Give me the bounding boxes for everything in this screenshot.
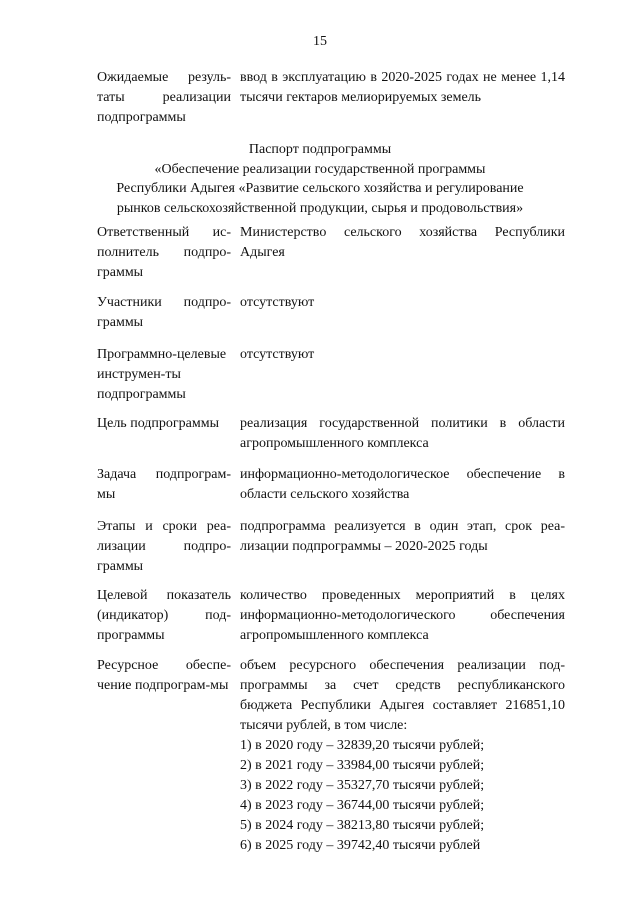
row-label: Этапы и сроки реа-лизации подпро-граммы bbox=[97, 519, 231, 574]
passport-title-line: «Обеспечение реализации государственной программы bbox=[154, 161, 486, 177]
row-label: Задача подпрограм-мы bbox=[97, 467, 231, 502]
row-label: Целевой показатель (индикатор) под-программы bbox=[97, 588, 231, 643]
resources-intro: объем ресурсного обеспечения реализации под-программы за счет средств республиканского бюджета Республики Адыгея составляет 216851,10 тысячи рублей, в том числе: bbox=[240, 658, 565, 733]
passport-title-line: рынков сельскохозяйственной продукции, сырья и продовольствия» bbox=[116, 200, 524, 216]
list-item: 2) в 2021 году – 33984,00 тысячи рублей; bbox=[240, 758, 485, 773]
page-number: 15 bbox=[313, 34, 327, 49]
row-value: количество проведенных мероприятий в целях информационно-методологического обеспечения агропромышленного комплекса bbox=[240, 588, 565, 643]
row-value bbox=[240, 656, 565, 856]
row-label: Участники подпро-граммы bbox=[97, 295, 231, 330]
list-item: 3) в 2022 году – 35327,70 тысячи рублей; bbox=[240, 778, 485, 793]
row-label: Цель подпрограммы bbox=[97, 416, 219, 431]
row-value: информационно-методологическое обеспечение в области сельского хозяйства bbox=[240, 467, 565, 502]
row-value: отсутствуют bbox=[240, 347, 315, 362]
row-label: Ожидаемые резуль-таты реализации подпрограммы bbox=[97, 70, 231, 125]
list-item: 5) в 2024 году – 38213,80 тысячи рублей; bbox=[240, 818, 485, 833]
row-value: реализация государственной политики в области агропромышленного комплекса bbox=[240, 416, 565, 451]
budget-list bbox=[240, 736, 565, 856]
passport-title-line: Республики Адыгея «Развитие сельского хозяйства и регулирование bbox=[116, 181, 524, 196]
row-label: Ресурсное обеспе-чение подпрограм-мы bbox=[97, 658, 231, 693]
passport-title-line: Паспорт подпрограммы bbox=[248, 142, 392, 157]
row-value: отсутствуют bbox=[240, 295, 315, 310]
passport-title bbox=[60, 140, 580, 218]
row-value: ввод в эксплуатацию в 2020-2025 годах не менее 1,14 тысячи гектаров мелиорируемых земель bbox=[240, 70, 565, 105]
row-value: Министерство сельского хозяйства Республики Адыгея bbox=[240, 225, 565, 260]
row-value: подпрограмма реализуется в один этап, срок реа-лизации подпрограммы – 2020-2025 годы bbox=[240, 519, 565, 554]
row-label: Ответственный ис-полнитель подпро-граммы bbox=[97, 225, 231, 280]
list-item: 4) в 2023 году – 36744,00 тысячи рублей; bbox=[240, 798, 485, 813]
list-item: 6) в 2025 году – 39742,40 тысячи рублей bbox=[240, 838, 481, 853]
row-label: Программно-целевые инструмен-ты подпрограммы bbox=[97, 347, 227, 402]
list-item: 1) в 2020 году – 32839,20 тысячи рублей; bbox=[240, 738, 485, 753]
